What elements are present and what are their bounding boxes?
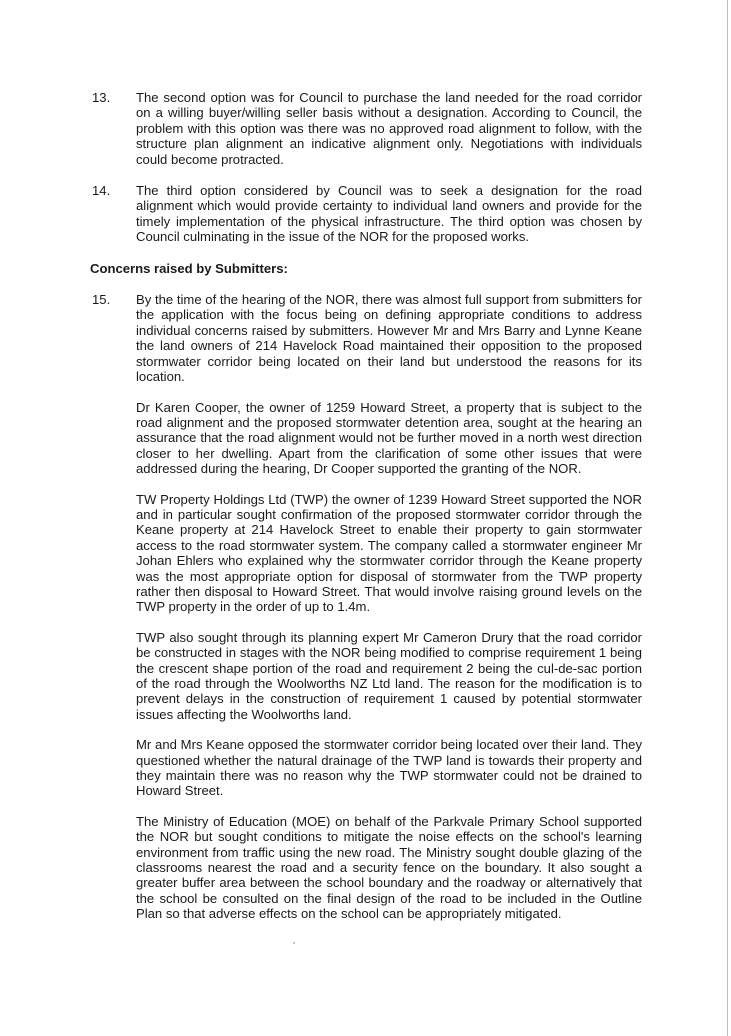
paragraph-14 <box>90 183 642 245</box>
sub-paragraph-moe: The Ministry of Education (MOE) on behalf of the Parkvale Primary School supported the NOR but sought conditions to mitigate the noise effects on the school's learning environment from traffic using the new road. The Ministry sought double glazing of the classrooms nearest the road and a security fence on the boundary. It also sought a greater buffer area between the school boundary and the roadway or alternatively that the school be consulted on the final design of the road to be included in the Outline Plan so that adverse effects on the school can be appropriately mitigated. <box>136 813 642 922</box>
sub-paragraph-cooper: Dr Karen Cooper, the owner of 1259 Howard Street, a property that is subject to the road alignment and the proposed stormwater detention area, sought at the hearing an assurance that the road alignment would not be further moved in a north west direction closer to her dwelling. Apart from the clarification of some other issues that were addressed during the hearing, Dr Cooper supported the granting of the NOR. <box>136 399 642 477</box>
paragraph-text: The second option was for Council to purchase the land needed for the road corridor on a willing buyer/willing seller basis without a designation. According to Council, the problem with this option was there was no approved road alignment to follow, with the structure plan alignment an indicative alignment only. Negotiations with individuals could become protracted. <box>136 90 642 167</box>
paragraph-text: The third option considered by Council was to seek a designation for the road alignment which would provide certainty to individual land owners and provide for the timely implementation of the physical infrastructure. The third option was chosen by Council culminating in the issue of the NOR for the proposed works. <box>136 183 642 245</box>
paragraph-15 <box>90 292 642 384</box>
sub-paragraph-keane: Mr and Mrs Keane opposed the stormwater corridor being located over their land. They questioned whether the natural drainage of the TWP land is towards their property and they maintain there was no reason why the TWP stormwater could not be drained to Howard Street. <box>136 737 642 799</box>
paragraph-number: 14. <box>92 183 111 199</box>
paragraph-13 <box>90 90 642 167</box>
sub-paragraph-twp-drury: TWP also sought through its planning expert Mr Cameron Drury that the road corridor be constructed in stages with the NOR being modified to comprise requirement 1 being the crescent shape portion of the road and requirement 2 being the cul-de-sac portion of the road through the Woolworths NZ Ltd land. The reason for the modification is to prevent delays in the construction of requirement 1 caused by potential stormwater issues affecting the Woolworths land. <box>136 629 642 722</box>
paragraph-text: By the time of the hearing of the NOR, there was almost full support from submitters for the application with the focus being on defining appropriate conditions to address individual concerns raised by submitters. However Mr and Mrs Barry and Lynne Keane the land owners of 214 Havelock Road maintained their opposition to the proposed stormwater corridor being located on their land but understood the reasons for its location. <box>136 292 642 385</box>
paragraph-number: 13. <box>92 90 111 105</box>
document-body <box>90 90 642 922</box>
section-heading: Concerns raised by Submitters: <box>90 260 288 276</box>
scan-speck <box>293 942 295 944</box>
sub-paragraph-twp-holdings: TW Property Holdings Ltd (TWP) the owner of 1239 Howard Street supported the NOR and in particular sought confirmation of the proposed stormwater corridor through the Keane property at 214 Havelock Street to enable their property to gain stormwater access to the road stormwater system. The company called a stormwater engineer Mr Johan Ehlers who explained why the stormwater corridor through the Keane property was the most appropriate option for disposal of stormwater from the TWP property rather then disposal to Howard Street. That would involve raising ground levels on the TWP property in the order of up to 1.4m. <box>136 491 642 615</box>
paragraph-number: 15. <box>92 292 111 308</box>
page-edge-line <box>727 0 728 1036</box>
